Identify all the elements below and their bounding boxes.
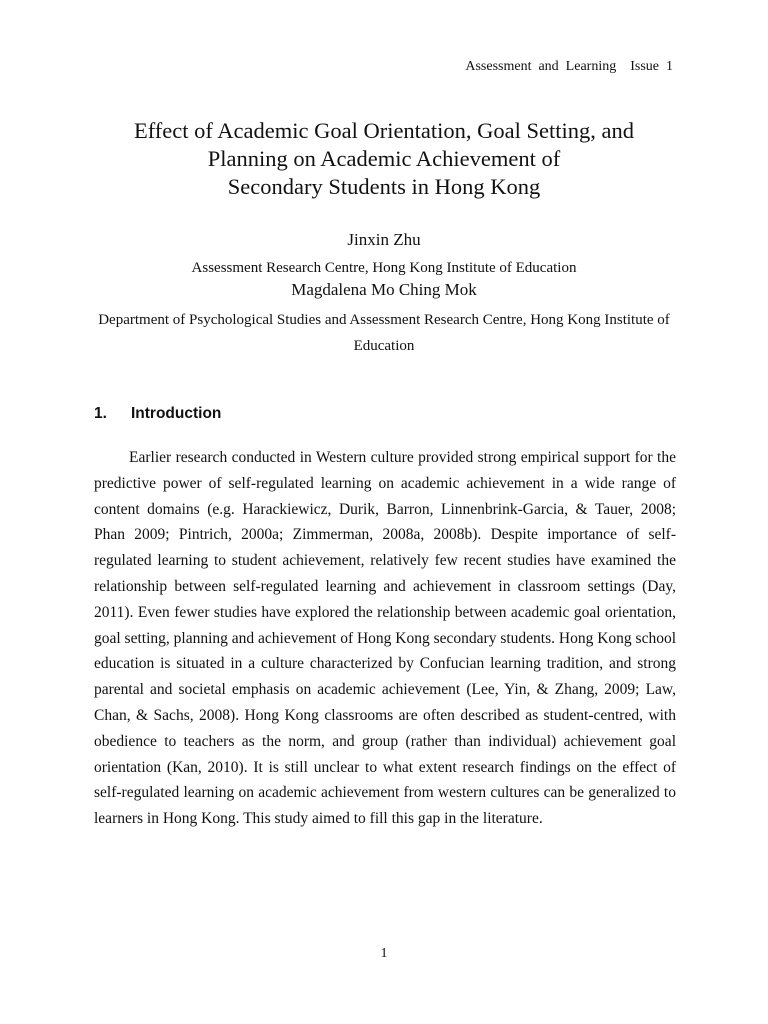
intro-paragraph: Earlier research conducted in Western culture provided strong empirical support for the predictive power of self-regulated learning on academic achievement in a wide range of content domains (e.g. Harackiewicz, Durik, Barron, Linnenbrink-Garcia, & Tauer, 2008; Phan 2009; Pintrich, 2000a; Zimmerman, 2008a, 2008b). Despite importance of self-regulated learning to student achievement, relatively few recent studies have examined the relationship between self-regulated learning and achievement in classroom settings (Day, 2011). Even fewer studies have explored the relationship between academic goal orientation, goal setting, planning and achievement of Hong Kong secondary students. Hong Kong school education is situated in a culture characterized by Confucian learning tradition, and strong parental and societal emphasis on academic achievement (Lee, Yin, & Zhang, 2009; Law, Chan, & Sachs, 2008). Hong Kong classrooms are often described as student-centred, with obedience to teachers as the norm, and group (rather than individual) achievement goal orientation (Kan, 2010). It is still unclear to what extent research findings on the effect of self-regulated learning on academic achievement from western cultures can be generalized to learners in Hong Kong. This study aimed to fill this gap in the literature. xyxy=(94,449,676,828)
section-number: 1. xyxy=(94,405,107,422)
title-line-2: Planning on Academic Achievement of xyxy=(207,146,561,171)
author-name-2: Magdalena Mo Ching Mok xyxy=(291,280,477,299)
section-heading xyxy=(94,405,221,423)
page-number: 1 xyxy=(380,946,388,961)
author-affiliation-1: Assessment Research Centre, Hong Kong Institute of Education xyxy=(191,260,577,276)
title-line-1: Effect of Academic Goal Orientation, Goal Setting, and xyxy=(133,118,635,143)
author-name-1: Jinxin Zhu xyxy=(347,230,421,249)
author-block xyxy=(0,229,768,359)
running-header: Assessment and Learning Issue 1 xyxy=(465,59,673,74)
paper-title xyxy=(0,117,768,201)
author-affiliation-2: Department of Psychological Studies and Assessment Research Centre, Hong Kong Institute of Education xyxy=(98,312,670,354)
section-title: Introduction xyxy=(131,405,222,422)
title-line-3: Secondary Students in Hong Kong xyxy=(227,174,541,199)
